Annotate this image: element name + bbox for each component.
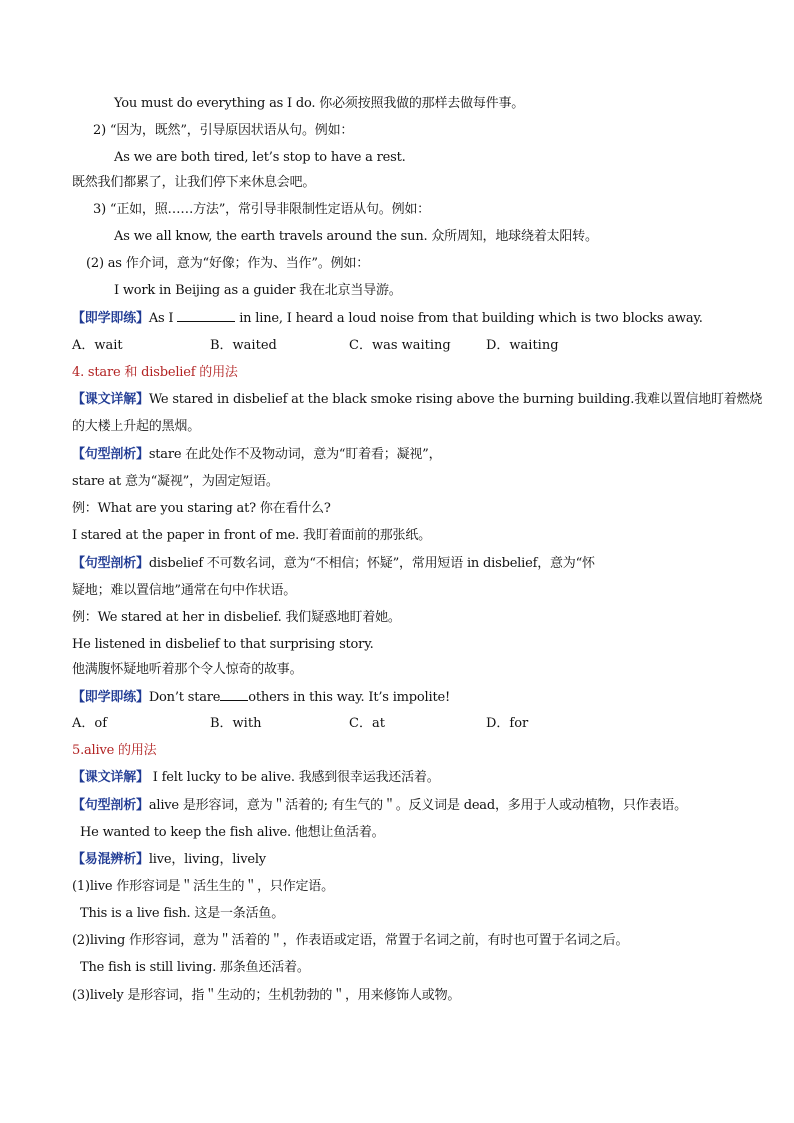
option-d[interactable]: D．waiting <box>486 338 559 353</box>
text-line: (2)living 作形容词，意为＂活着的＂，作表语或定语，常置于名词之前，有时也可置于名词之后。 <box>72 933 629 948</box>
text-line: As we all know, the earth travels around the sun. 众所周知，地球绕着太阳转。 <box>114 229 598 244</box>
text-line: 疑地；难以置信地”通常在句中作状语。 <box>72 583 297 598</box>
exercise-question: 【即学即练】As I in line, I heard a loud noise from that building which is two blocks away. <box>72 311 703 326</box>
text-line: 3) “正如，照……方法”，常引导非限制性定语从句。例如： <box>93 202 430 217</box>
text-line: 2) “因为，既然”，引导原因状语从句。例如： <box>93 123 354 138</box>
text-line: 他满腹怀疑地听着那个令人惊奇的故事。 <box>72 662 303 677</box>
answer-blank[interactable] <box>177 309 235 322</box>
text-line: 【课文详解】We stared in disbelief at the black smoke rising above the burning building.我难以置信地盯着燃烧 <box>72 392 763 407</box>
tag-label: 【句型剖析】 <box>72 447 149 462</box>
option-c[interactable]: C．was waiting <box>349 338 451 353</box>
text-line: 【易混辨析】live，living，lively <box>72 852 266 867</box>
option-b[interactable]: B．waited <box>210 338 277 353</box>
text-line: 【句型剖析】alive 是形容词，意为＂活着的; 有生气的＂。反义词是 dead，多用于人或动植物，只作表语。 <box>72 798 687 813</box>
text-line: You must do everything as I do. 你必须按照我做的那样去做每件事。 <box>114 96 525 111</box>
option-c[interactable]: C．at <box>349 716 385 731</box>
text-line: He listened in disbelief to that surprising story. <box>72 637 374 652</box>
text-line: I stared at the paper in front of me. 我盯着面前的那张纸。 <box>72 528 431 543</box>
text-line: 【句型剖析】stare 在此处作不及物动词，意为“盯着看；凝视”， <box>72 447 442 462</box>
text-line: I work in Beijing as a guider 我在北京当导游。 <box>114 283 402 298</box>
text-line: 的大楼上升起的黑烟。 <box>72 419 201 434</box>
tag-label: 【句型剖析】 <box>72 798 149 813</box>
answer-blank[interactable] <box>220 688 248 701</box>
tag-label: 【课文详解】 <box>72 392 149 407</box>
tag-label: 【易混辨析】 <box>72 852 149 867</box>
tag-label: 【课文详解】 <box>72 770 149 785</box>
section-heading: 5.alive 的用法 <box>72 743 157 758</box>
option-d[interactable]: D．for <box>486 716 529 731</box>
text-line: He wanted to keep the fish alive. 他想让鱼活着。 <box>80 825 385 840</box>
text-line: (2) as 作介词，意为“好像；作为、当作”。例如： <box>86 256 369 271</box>
text-line: (3)lively 是形容词，指＂生动的；生机勃勃的＂，用来修饰人或物。 <box>72 988 461 1003</box>
section-heading: 4. stare 和 disbelief 的用法 <box>72 365 238 380</box>
text-line: 【课文详解】 I felt lucky to be alive. 我感到很幸运我还活着。 <box>72 770 440 785</box>
option-a[interactable]: A．of <box>72 716 108 731</box>
exercise-question: 【即学即练】Don’t stare others in this way. It’s impolite! <box>72 690 450 705</box>
text-line: 例：We stared at her in disbelief. 我们疑惑地盯着她。 <box>72 610 401 625</box>
tag-label: 【句型剖析】 <box>72 556 149 571</box>
text-line: stare at 意为“凝视”，为固定短语。 <box>72 474 279 489</box>
text-line: This is a live fish. 这是一条活鱼。 <box>80 906 285 921</box>
text-line: 例：What are you staring at? 你在看什么? <box>72 501 331 516</box>
exercise-tag: 【即学即练】 <box>72 311 149 326</box>
text-line: 既然我们都累了，让我们停下来休息会吧。 <box>72 175 316 190</box>
option-a[interactable]: A．wait <box>72 338 123 353</box>
option-b[interactable]: B．with <box>210 716 262 731</box>
text-line: As we are both tired, let’s stop to have a rest. <box>114 150 406 165</box>
text-line: (1)live 作形容词是＂活生生的＂，只作定语。 <box>72 879 334 894</box>
text-line: 【句型剖析】disbelief 不可数名词，意为“不相信；怀疑”，常用短语 in disbelief，意为“怀 <box>72 556 595 571</box>
text-line: The fish is still living. 那条鱼还活着。 <box>80 960 310 975</box>
exercise-tag: 【即学即练】 <box>72 690 149 705</box>
